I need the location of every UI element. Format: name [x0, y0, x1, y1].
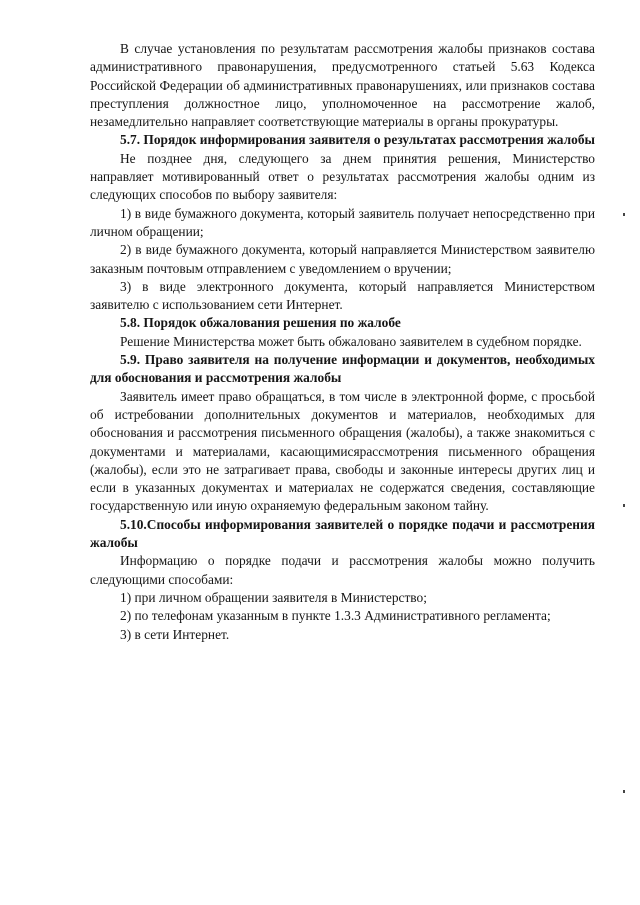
- section-5-10-item-1: 1) при личном обращении заявителя в Министерство;: [120, 589, 427, 605]
- section-5-7-item-1: 1) в виде бумажного документа, который заявитель получает непосредственно при личном обращении;: [90, 205, 595, 239]
- section-5-7-item-2: 2) в виде бумажного документа, который направляется Министерством заявителю заказным почтовым отправлением с уведомлением о вручении;: [90, 242, 595, 276]
- section-5-8-title: 5.8. Порядок обжалования решения по жалобе: [120, 315, 401, 331]
- section-5-10-item-2: 2) по телефонам указанным в пункте 1.3.3 Административного регламента;: [120, 608, 551, 624]
- document-page: [90, 40, 595, 644]
- section-5-9-text: Заявитель имеет право обращаться, в том числе в электронной форме, с просьбой об истребовании дополнительных документов и материалов, необходимых для обоснования и рассмотрения письменного обращения (жалобы), а также знакомиться с документами и материалами, касающимисярассмотрения письменного обращения (жалобы), если это не затрагивает права, свободы и законные интересы других лиц и если в указанных документах и материалах не содержатся сведения, составляющие государственную или иную охраняемую федеральным законом тайну.: [90, 388, 595, 514]
- intro-paragraph: В случае установления по результатам рассмотрения жалобы признаков состава административного правонарушения, предусмотренного статьей 5.63 Кодекса Российской Федерации об административных правонарушениях, или признаков состава преступления должностное лицо, уполномоченное на рассмотрение жалоб, незамедлительно направляет соответствующие материалы в органы прокуратуры.: [90, 41, 595, 130]
- section-5-7-item-3: 3) в виде электронного документа, который направляется Министерством заявителю с использованием сети Интернет.: [90, 278, 595, 313]
- section-5-10-text: Информацию о порядке подачи и рассмотрения жалобы можно получить следующими способами:: [90, 553, 595, 587]
- section-5-7-text: Не позднее дня, следующего за днем принятия решения, Министерство направляет мотивированный ответ о результатах рассмотрения жалобы одним из следующих способов по выбору заявителя:: [90, 150, 595, 203]
- section-5-7-title: 5.7. Порядок информирования заявителя о результатах рассмотрения жалобы: [120, 132, 595, 148]
- scan-speck: [623, 790, 625, 793]
- section-5-10-title: 5.10.Способы информирования заявителей о порядке подачи и рассмотрения жалобы: [90, 516, 595, 551]
- section-5-10-item-3: 3) в сети Интернет.: [120, 626, 230, 642]
- section-5-8-text: Решение Министерства может быть обжаловано заявителем в судебном порядке.: [120, 333, 582, 349]
- scan-speck: [623, 504, 625, 507]
- section-5-9-title: 5.9. Право заявителя на получение информации и документов, необходимых для обоснования и рассмотрения жалобы: [90, 352, 595, 386]
- scan-speck: [623, 213, 625, 216]
